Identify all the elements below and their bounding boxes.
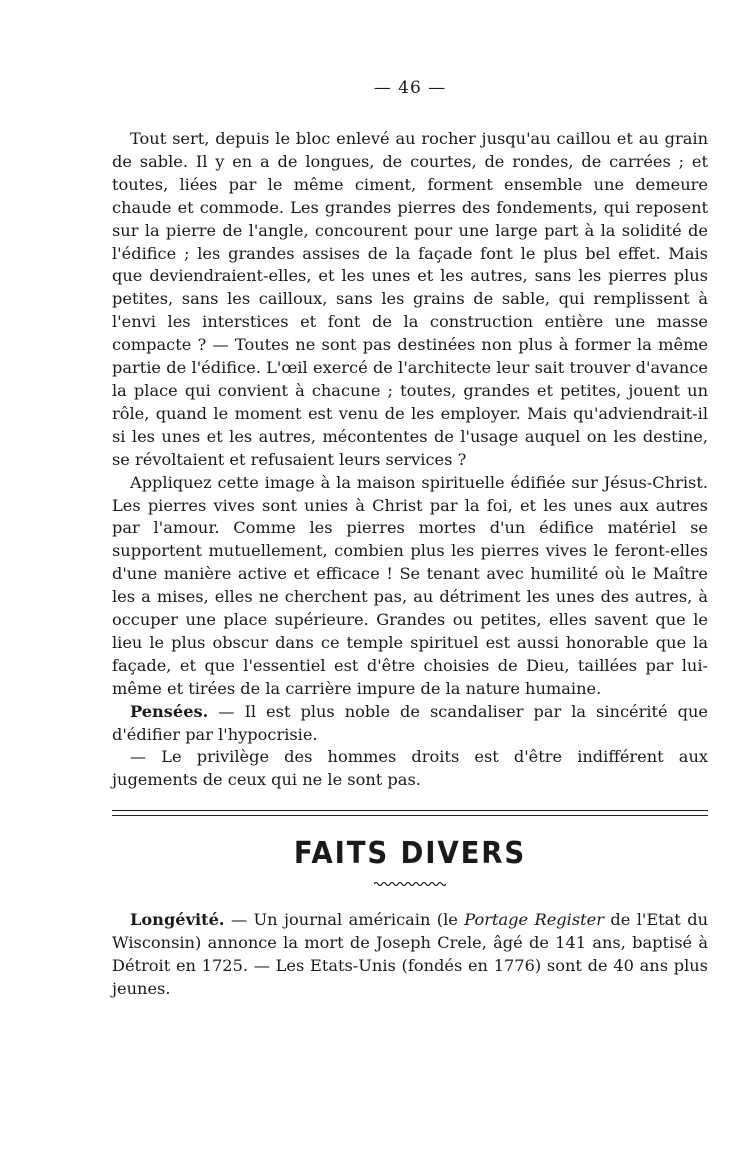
newspaper-name: Portage Register <box>464 910 604 930</box>
document-page <box>112 78 708 1001</box>
wavy-ornament <box>374 881 446 887</box>
section-divider <box>112 810 708 816</box>
paragraph-maison-spirituelle: Appliquez cette image à la maison spirituelle édifiée sur Jésus-Christ. Les pierres vives sont unies à Christ par la foi, et les unes aux autres par l'amour. Comme les pierres mortes d'un édifice matériel se supportent mutuellement, combien plus les pierres vives le feront-elles d'une manière active et efficace ! Se tenant avec humilité où le Maître les a mises, elles ne cherchent pas, au détriment les unes des autres, à occuper une place supérieure. Grandes ou petites, elles savent que le lieu le plus obscur dans ce temple spirituel est aussi honorable que la façade, et que l'essentiel est d'être choisies de Dieu, taillées par lui-même et tirées de la carrière impure de la nature humaine. <box>112 472 708 698</box>
pensees-second-paragraph: — Le privilège des hommes droits est d'être indifférent aux jugements de ceux qui ne le sont pas. <box>112 747 708 790</box>
longevite-label: Longévité. <box>130 910 225 930</box>
divider-line-top <box>112 810 708 811</box>
section-title: FAITS DIVERS <box>293 836 527 872</box>
pensees-label: Pensées. <box>130 701 209 721</box>
longevite-text-start: — Un journal américain (le <box>224 910 465 930</box>
pensees-paragraph <box>112 701 708 747</box>
pensees-first-text: — Il est plus noble de scandaliser par la sincérité que d'édifier par l'hypocrisie. <box>112 701 708 744</box>
paragraph-pierres: Tout sert, depuis le bloc enlevé au rocher jusqu'au caillou et au grain de sable. Il y en a de longues, de courtes, de rondes, de carrées ; et toutes, liées par le même ciment, forment ensemble une demeure chaude et commode. Les grandes pierres des fondements, qui reposent sur la pierre de l'angle, concourent pour une large part à la solidité de l'édifice ; les grandes assises de la façade font le plus bel effet. Mais que deviendraient-elles, et les unes et les autres, sans les pierres plus petites, sans les cailloux, sans les grains de sable, qui remplissent à l'envi les interstices et font de la construction entière une masse compacte ? — Toutes ne sont pas destinées non plus à former la même partie de l'édifice. L'œil exercé de l'architecte leur sait trouver d'avance la place qui convient à chacune ; toutes, grandes et petites, jouent un rôle, quand le moment est venu de les employer. Mais qu'adviendrait-il si les unes et les autres, mécontentes de l'usage auquel on les destine, se révoltaient et refusaient leurs services ? <box>112 129 708 469</box>
longevite-paragraph <box>112 909 708 1001</box>
page-number: — 46 — <box>373 78 447 98</box>
longevite-text-end: de l'Etat du Wisconsin) annonce la mort de Joseph Crele, âgé de 141 ans, baptisé à Détroit en 1725. — Les Etats-Unis (fondés en 1776) sont de 40 ans plus jeunes. <box>112 910 708 998</box>
divider-line-bottom <box>112 815 708 816</box>
